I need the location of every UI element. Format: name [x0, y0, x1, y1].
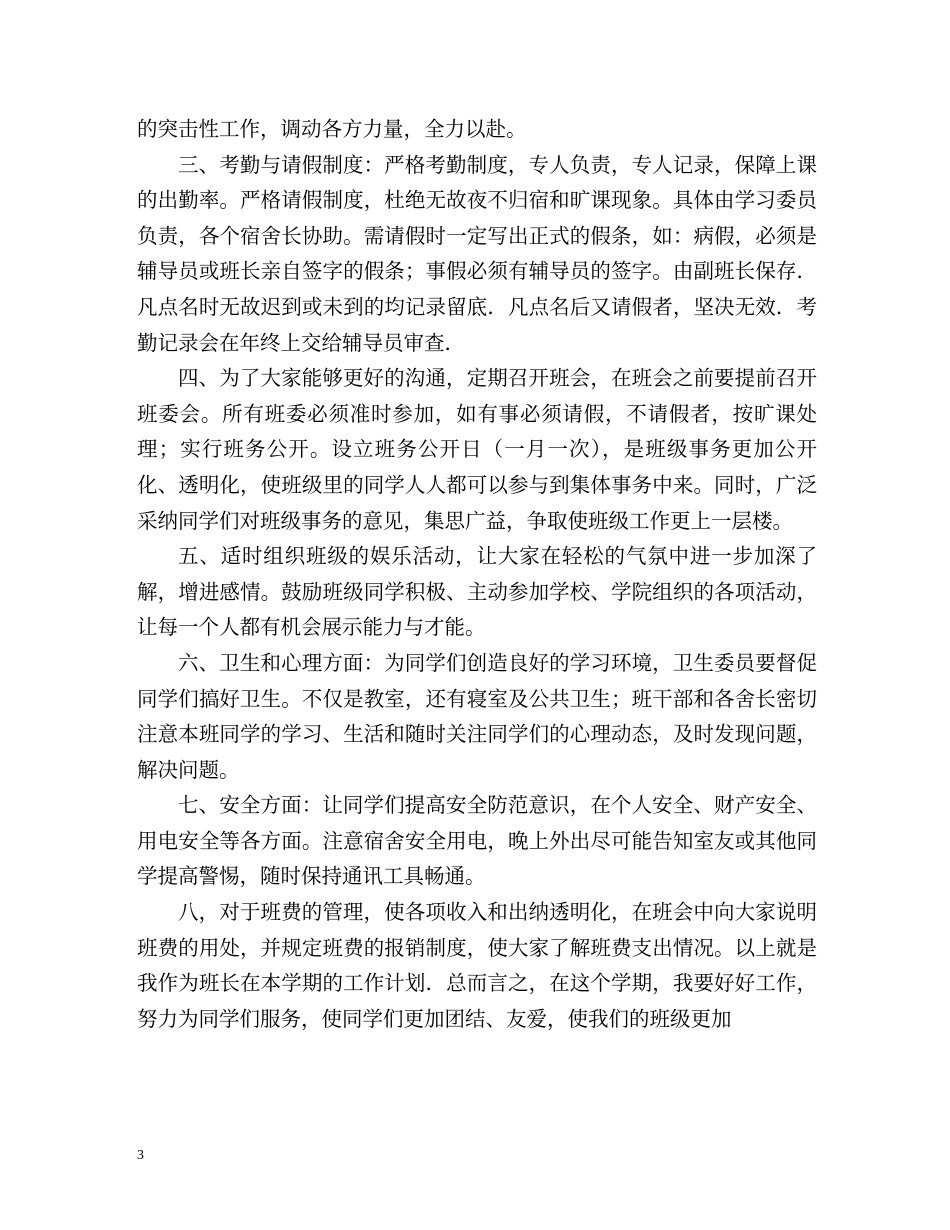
document-body — [137, 112, 817, 1037]
page-number: 3 — [137, 1148, 144, 1163]
paragraph-class-fees: 八，对于班费的管理，使各项收入和出纳透明化，在班会中向大家说明班费的用处，并规定班费的报销制度，使大家了解班费支出情况。以上就是我作为班长在本学期的工作计划．总而言之，在这个学期，我要好好工作，努力为同学们服务，使同学们更加团结、友爱，使我们的班级更加 — [137, 900, 817, 1031]
paragraph-safety: 七、安全方面：让同学们提高安全防范意识，在个人安全、财产安全、用电安全等各方面。注意宿舍安全用电，晚上外出尽可能告知室友或其他同学提高警惕，随时保持通讯工具畅通。 — [137, 793, 817, 889]
paragraph-hygiene-psychology: 六、卫生和心理方面：为同学们创造良好的学习环境，卫生委员要督促同学们搞好卫生。不仅是教室，还有寝室及公共卫生；班干部和各舍长密切注意本班同学的学习、生活和随时关注同学们的心理动态，及时发现问题，解决问题。 — [137, 650, 817, 782]
paragraph-class-meetings: 四、为了大家能够更好的沟通，定期召开班会，在班会之前要提前召开班委会。所有班委必须准时参加，如有事必须请假，不请假者，按旷课处理；实行班务公开。设立班务公开日（一月一次），是班级事务更加公开化、透明化，使班级里的同学人人都可以参与到集体事务中来。同时，广泛采纳同学们对班级事务的意见，集思广益，争取使班级工作更上一层楼。 — [137, 366, 817, 533]
paragraph-continuation: 的突击性工作，调动各方力量，全力以赴。 — [137, 117, 527, 141]
paragraph-recreation: 五、适时组织班级的娱乐活动，让大家在轻松的气氛中进一步加深了解，增进感情。鼓励班级同学积极、主动参加学校、学院组织的各项活动，让每一个人都有机会展示能力与才能。 — [137, 544, 817, 640]
paragraph-attendance-leave: 三、考勤与请假制度：严格考勤制度，专人负责，专人记录，保障上课的出勤率。严格请假制度，杜绝无故夜不归宿和旷课现象。具体由学习委员负责，各个宿舍长协助。需请假时一定写出正式的假条，如：病假，必须是辅导员或班长亲自签字的假条；事假必须有辅导员的签字。由副班长保存．凡点名时无故迟到或未到的均记录留底．凡点名后又请假者，坚决无效．考勤记录会在年终上交给辅导员审查． — [137, 152, 817, 355]
